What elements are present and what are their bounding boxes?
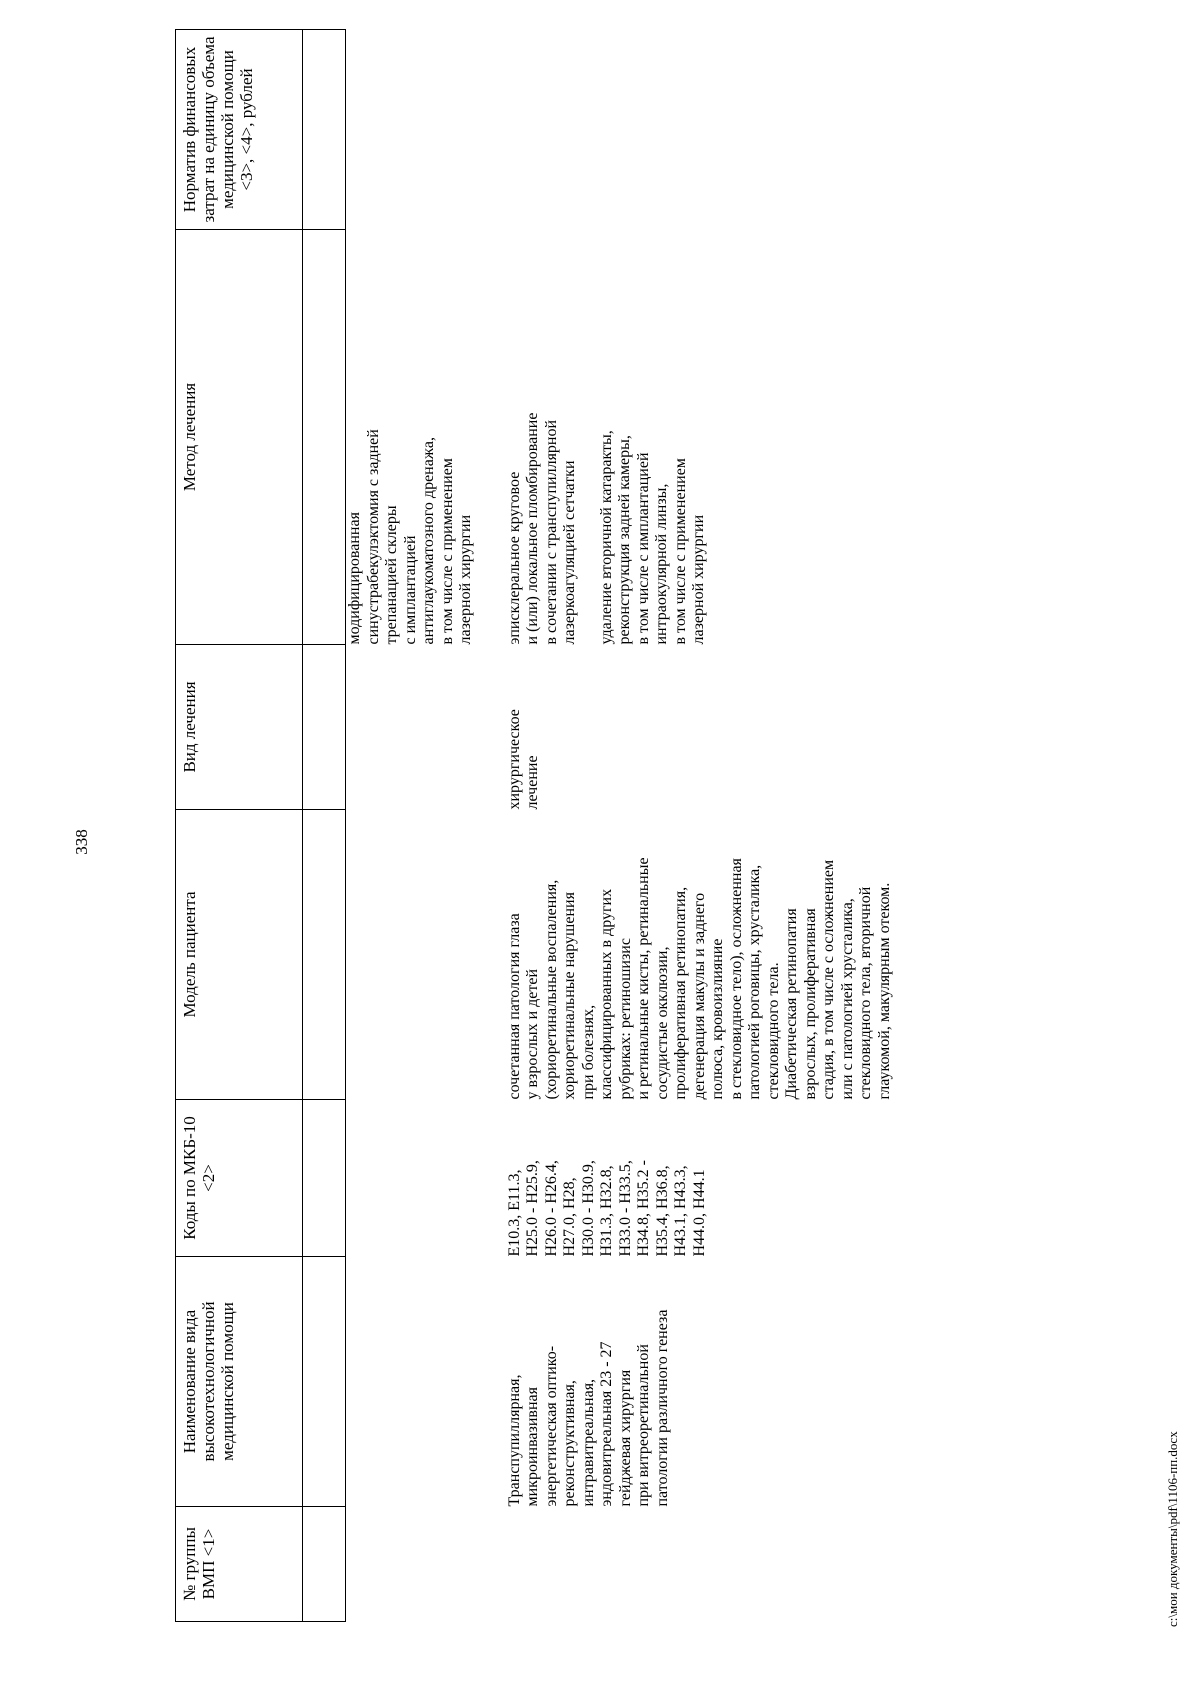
table-header-row <box>176 30 303 1622</box>
cost-norm-cell <box>494 30 895 230</box>
header-cost-norm: Норматив финансовых затрат на единицу объема медицинской помощи <3>, <4>, рублей <box>176 30 303 230</box>
table-row <box>494 30 895 1622</box>
footer-file-path: c:\мои документы\pdf\1106-пп.docx <box>1165 1431 1180 1627</box>
header-patient-model: Модель пациента <box>176 810 303 1100</box>
icd-codes-cell: E10.3, E11.3, H25.0 - H25.9, H26.0 - H26.4, H27.0, H28, H30.0 - H30.9, H31.3, H32.8, H33.0 - H33.5, H34.8, H35.2 - H35.4, H36.8, H43.1, H43.3, H44.0, H44.1 <box>505 1160 708 1257</box>
header-group-number: № группы ВМП <1> <box>176 1507 303 1622</box>
group-number-cell <box>494 1507 895 1622</box>
vmp-table <box>175 29 894 1622</box>
patient-model-cell: сочетанная патология глаза у взрослых и детей (хориоретинальные воспаления, хориоретинальные нарушения при болезнях, классифицированных в других рубриках: ретиношизис и ретинальные кисты, ретинальные сосудистые окклюзии, пролиферативная ретинопатия, дегенерация макулы и заднего полюса, кровоизлияние в стекловидное тело), осложненная патологией роговицы, хрусталика, стекловидного тела. Диабетическая ретинопатия взрослых, пролиферативная стадия, в том числе с осложнением или с патологией хрусталика, стекловидного тела, вторичной глаукомой, макулярным отеком. <box>505 857 893 1100</box>
header-icd-codes: Коды по МКБ-10 <2> <box>176 1100 303 1257</box>
method-continued-block: модифицированная синустрабекулэктомия с задней трепанацией склеры с имплантацией антиглаукоматозного дренажа, в том числе с применением лазерной хирургии <box>346 429 474 645</box>
care-name-cell: Транспупиллярная, микроинвазивная энергетическая оптико- реконструктивная, интравитреальная, эндовитреальная 23 - 27 гейджевая хирургия при витреоретинальной патологии различного генеза <box>505 1309 671 1507</box>
treatment-method-cell <box>494 230 895 645</box>
header-care-name: Наименование вида высокотехнологичной медицинской помощи <box>176 1257 303 1507</box>
page-number: 338 <box>72 829 91 855</box>
header-treatment-method: Метод лечения <box>176 230 303 645</box>
method-continued-cell <box>346 230 494 645</box>
treatment-type-cell: хирургическое лечение <box>505 709 541 810</box>
table-row-blank <box>303 30 346 1622</box>
header-treatment-type: Вид лечения <box>176 645 303 810</box>
table-row-continued <box>346 30 494 1622</box>
method-block-1: эписклеральное круговое и (или) локальное пломбирование в сочетании с транспупиллярной лазеркоагуляцией сетчатки <box>505 412 578 645</box>
method-block-2: удаление вторичной катаракты, реконструкция задней камеры, в том числе с имплантацией интраокулярной линзы, в том числе с применением лазерной хирургии <box>597 430 707 645</box>
